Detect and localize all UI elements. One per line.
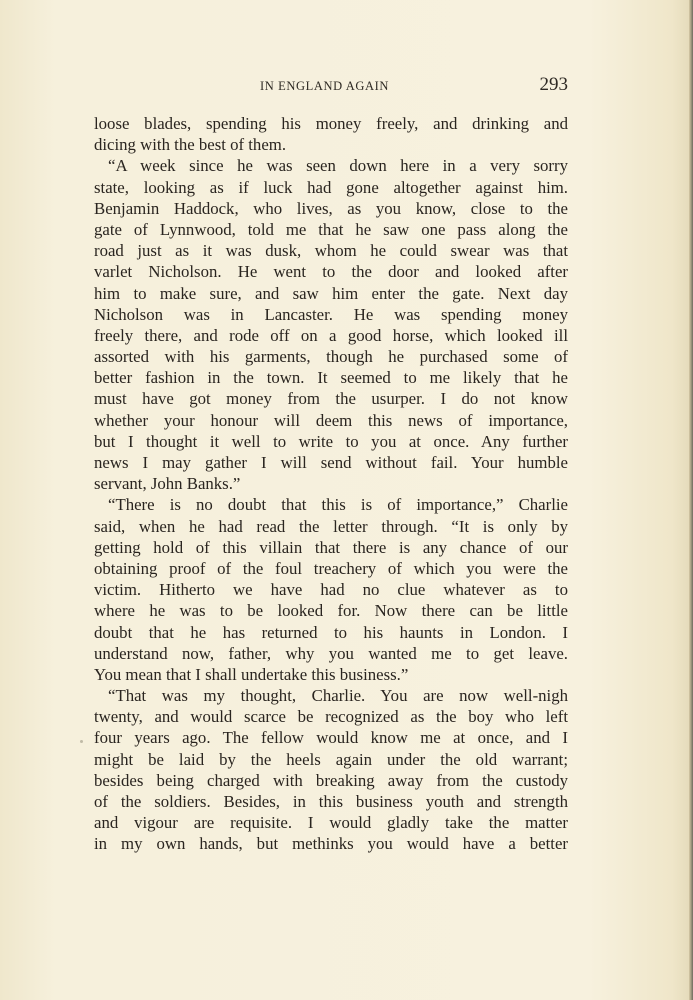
text-line: besides being charged with breaking away from the custody [94, 770, 568, 790]
text-line: where he was to be looked for. Now there can be little [94, 601, 568, 621]
page-number: 293 [539, 74, 568, 95]
text-line: loose blades, spending his money freely, and drinking and [94, 114, 568, 133]
text-line: “There is no doubt that this is of importance,” Charlie [108, 495, 568, 515]
text-line: dicing with the best of them. [94, 135, 287, 155]
text-line: assorted with his garments, though he purchased some of [94, 347, 568, 367]
text-line: state, looking as if luck had gone altogether against him. [94, 177, 568, 197]
body-text [94, 113, 568, 855]
text-line: varlet Nicholson. He went to the door and looked after [94, 262, 568, 282]
text-line: understand now, father, why you wanted me to get leave. [94, 643, 568, 663]
page-edge-shadow [689, 0, 693, 1000]
text-line: “A week since he was seen down here in a very sorry [108, 156, 568, 176]
text-line: freely there, and rode off on a good horse, which looked ill [94, 325, 568, 345]
text-line: in my own hands, but methinks you would have a better [94, 834, 568, 854]
text-line: said, when he had read the letter through. “It is only by [94, 516, 568, 536]
text-line: news I may gather I will send without fail. Your humble [94, 453, 568, 472]
text-line: of the soldiers. Besides, in this business youth and strength [94, 792, 568, 811]
text-line: must have got money from the usurper. I do not know [94, 389, 568, 409]
text-line: obtaining proof of the foul treachery of which you were the [94, 558, 568, 578]
text-line: twenty, and would scarce be recognized as the boy who left [94, 707, 568, 727]
text-line: better fashion in the town. It seemed to me likely that he [94, 368, 568, 388]
text-line: him to make sure, and saw him enter the gate. Next day [94, 283, 568, 303]
text-line: whether your honour will deem this news of importance, [94, 410, 568, 430]
text-line: “That was my thought, Charlie. You are now well-nigh [108, 686, 568, 706]
text-line: Benjamin Haddock, who lives, as you know, close to the [94, 198, 568, 218]
text-line: gate of Lynnwood, told me that he saw one pass along the [94, 219, 568, 239]
text-line: four years ago. The fellow would know me at once, and I [94, 728, 568, 748]
text-line: servant, John Banks.” [94, 474, 241, 494]
text-line: and vigour are requisite. I would gladly take the matter [94, 813, 568, 833]
text-line: Nicholson was in Lancaster. He was spending money [94, 304, 568, 324]
text-line: doubt that he has returned to his haunts in London. I [94, 622, 568, 642]
paper-speck [80, 740, 83, 743]
page-header [94, 74, 568, 100]
text-line: might be laid by the heels again under the old warrant; [94, 749, 568, 769]
text-line: but I thought it well to write to you at once. Any further [94, 431, 568, 451]
text-line: You mean that I shall undertake this business.” [94, 664, 409, 684]
text-line: victim. Hitherto we have had no clue whatever as to [94, 580, 568, 600]
text-line: road just as it was dusk, whom he could swear was that [94, 241, 568, 261]
running-head: IN ENGLAND AGAIN [260, 79, 390, 93]
text-line: getting hold of this villain that there is any chance of our [94, 537, 568, 557]
